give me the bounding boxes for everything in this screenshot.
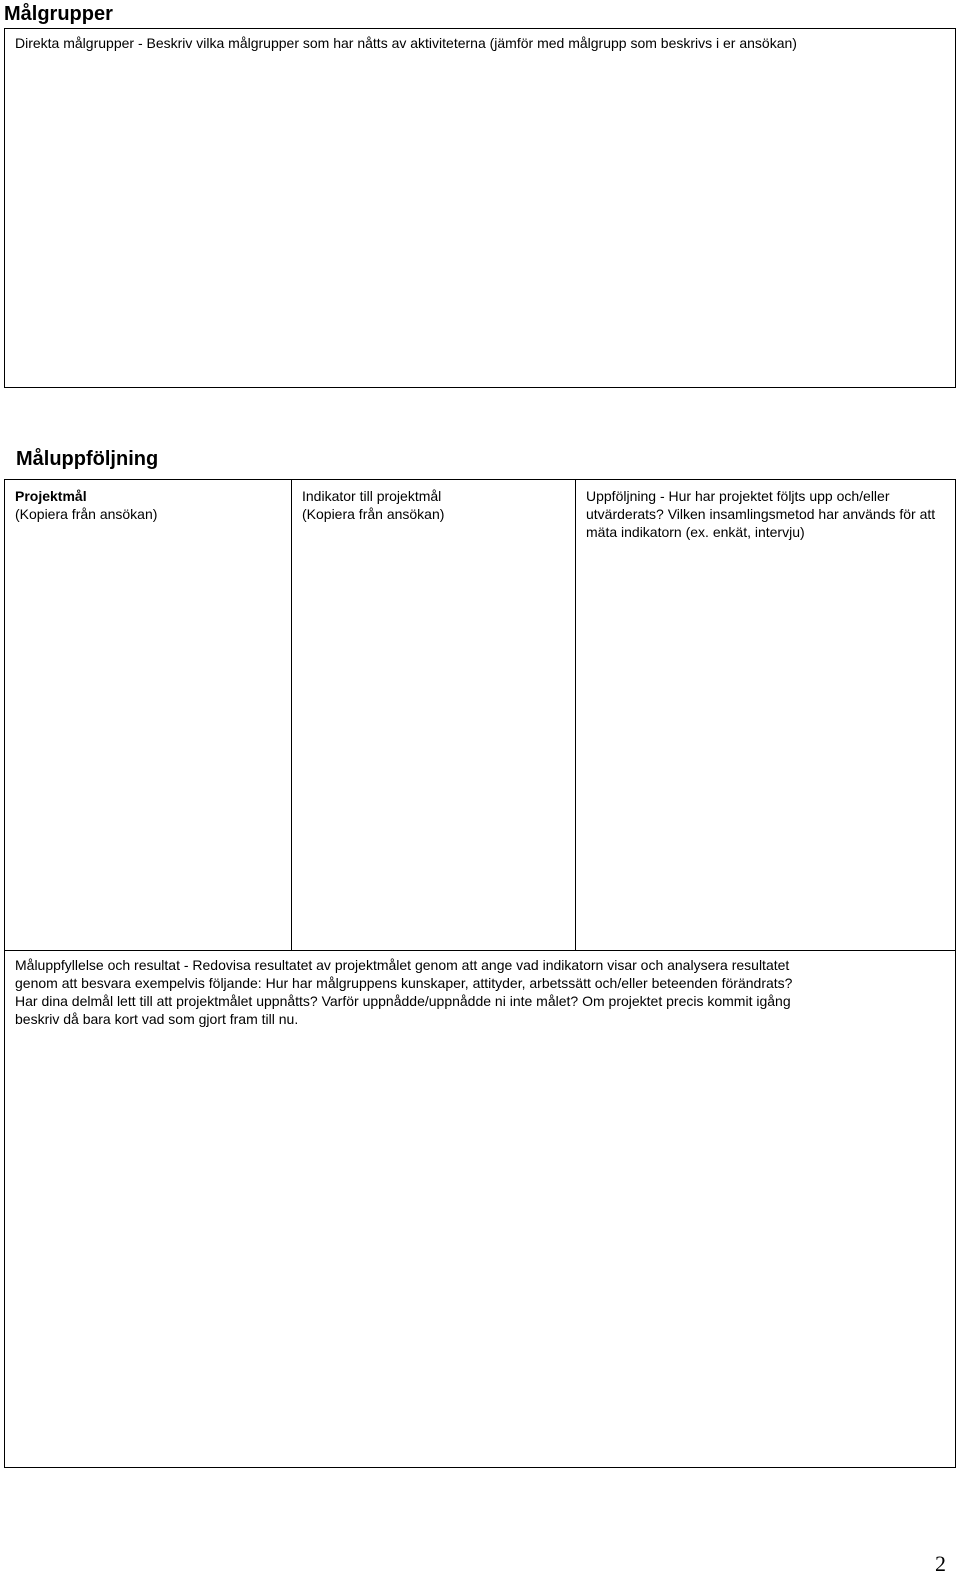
page-number: 2: [935, 1551, 946, 1576]
indicator-cell[interactable]: [291, 480, 575, 950]
project-goal-subheader: (Kopiera från ansökan): [15, 506, 158, 522]
goal-fulfillment-line: Måluppfyllelse och resultat - Redovisa resultatet av projektmålet genom att ange vad indikatorn visar och analysera resultatet: [15, 957, 790, 973]
goal-fulfillment-line: Har dina delmål lett till att projektmålet uppnåtts? Varför uppnådde/uppnådde ni inte målet? Om projektet precis kommit igång: [15, 993, 791, 1009]
goal-fulfillment-prompt: [5, 951, 955, 1028]
followup-header: Uppföljning - Hur har projektet följts upp och/eller utvärderats?: [586, 488, 890, 522]
target-groups-field[interactable]: [4, 28, 956, 388]
target-groups-prompt: Direkta målgrupper - Beskriv vilka målgrupper som har nåtts av aktiviteterna (jämför med målgrupp som beskrivs i er ansökan): [15, 35, 797, 51]
goal-followup-table: [4, 479, 956, 951]
goal-fulfillment-line: beskriv då bara kort vad som gjort fram till nu.: [15, 1011, 299, 1027]
project-goal-cell[interactable]: [5, 480, 291, 950]
followup-subheader: Vilken insamlingsmetod har används för att mäta indikatorn (ex. enkät, intervju): [586, 506, 936, 540]
followup-cell[interactable]: [575, 480, 955, 950]
project-goal-header: Projektmål: [15, 488, 87, 504]
section-title-malgrupper: Målgrupper: [4, 3, 113, 25]
indicator-header: Indikator till projektmål: [302, 488, 442, 504]
indicator-subheader: (Kopiera från ansökan): [302, 506, 445, 522]
goal-fulfillment-line: genom att besvara exempelvis följande: Hur har målgruppens kunskaper, attityder, arbetssätt och/eller beteenden förändrats?: [15, 975, 793, 991]
section-title-maluppfoljning: Måluppföljning: [16, 448, 159, 470]
goal-fulfillment-field[interactable]: [4, 950, 956, 1468]
